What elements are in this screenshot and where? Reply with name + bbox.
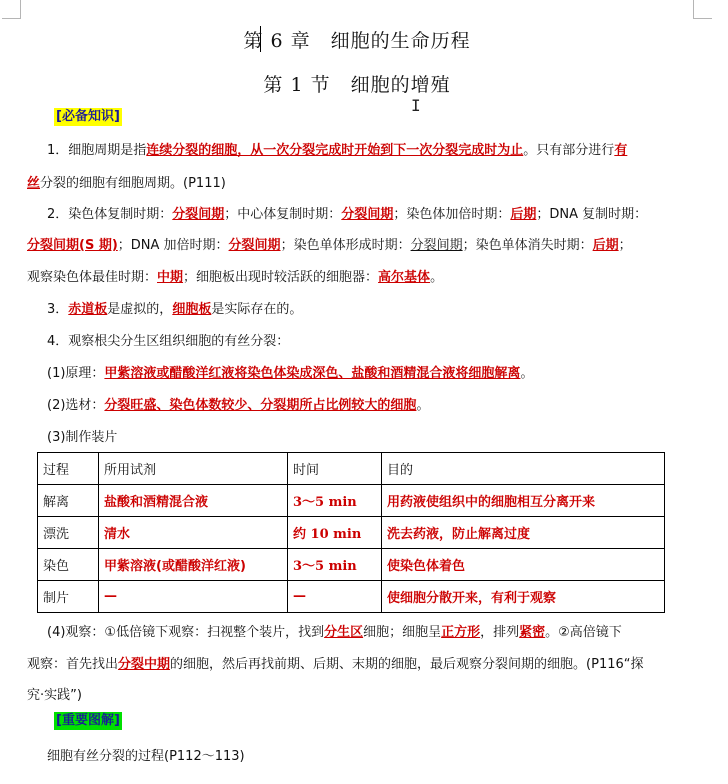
answer-text: 后期 xyxy=(592,238,619,253)
table-row xyxy=(38,549,665,581)
text: 观察：首先找出 xyxy=(27,657,119,672)
text: 。 xyxy=(430,270,444,285)
text: ；中心体复制时期： xyxy=(224,207,342,222)
text: 2．染色体复制时期： xyxy=(47,207,173,222)
table-cell: 约 10 min xyxy=(288,517,382,549)
table-cell: 染色 xyxy=(38,549,99,581)
text: (1)原理： xyxy=(47,366,105,381)
text: ；DNA 加倍时期： xyxy=(117,238,229,253)
text: 。 xyxy=(520,366,534,381)
paragraph-slide xyxy=(27,429,687,447)
table-header-row xyxy=(38,453,665,485)
answer-text: 中期 xyxy=(157,270,184,285)
page-corner-mark-right xyxy=(693,0,712,19)
table-cell: — xyxy=(288,581,382,613)
procedure-table xyxy=(37,452,665,613)
text: 是实际存在的。 xyxy=(211,302,303,317)
paragraph-mitosis-process xyxy=(27,748,687,766)
paragraph-4 xyxy=(27,333,687,351)
answer-text: 分裂间期 xyxy=(410,238,463,253)
answer-text: 分裂间期 xyxy=(228,238,281,253)
text: 分裂的细胞有细胞周期。(P111) xyxy=(40,176,226,191)
text: (3)制作装片 xyxy=(47,430,118,445)
text: 细胞；细胞呈 xyxy=(363,625,442,640)
table-header: 目的 xyxy=(382,453,665,485)
answer-text: 细胞板 xyxy=(172,302,212,317)
text: ； xyxy=(618,238,632,253)
text: 究·实践”) xyxy=(27,688,82,703)
text: 4．观察根尖分生区组织细胞的有丝分裂： xyxy=(47,334,290,349)
paragraph-2-line-1 xyxy=(27,206,687,224)
table-header: 所用试剂 xyxy=(99,453,288,485)
table-cell: — xyxy=(99,581,288,613)
must-know-tag: [必备知识] xyxy=(56,109,120,124)
table-header: 时间 xyxy=(288,453,382,485)
text: 。②高倍镜下 xyxy=(545,625,622,640)
table-cell: 洗去药液，防止解离过度 xyxy=(382,517,665,549)
text: 1．细胞周期是指 xyxy=(47,143,147,158)
page-corner-mark-left xyxy=(2,0,21,19)
answer-text: 高尔基体 xyxy=(378,270,431,285)
text: ；染色体加倍时期： xyxy=(393,207,511,222)
text: ；细胞板出现时较活跃的细胞器： xyxy=(183,270,379,285)
table-cell: 解离 xyxy=(38,485,99,517)
text: 细胞有丝分裂的过程(P112～113) xyxy=(47,749,245,764)
table-cell: 3～5 min xyxy=(288,485,382,517)
chapter-title: 第 6 章 细胞的生命历程 xyxy=(243,30,471,52)
text: 的细胞，然后再找前期、后期、末期的细胞，最后观察分裂间期的细胞。(P116“探 xyxy=(170,657,644,672)
table-row xyxy=(38,517,665,549)
table-cell: 盐酸和酒精混合液 xyxy=(99,485,288,517)
table-cell: 漂洗 xyxy=(38,517,99,549)
text: 是虚拟的， xyxy=(107,302,173,317)
paragraph-observe-line-1 xyxy=(27,624,687,642)
answer-text: 甲紫溶液或醋酸洋红液将染色体染成深色、盐酸和酒精混合液将细胞解离 xyxy=(104,366,521,381)
paragraph-observe-line-2 xyxy=(27,656,687,674)
table-cell: 清水 xyxy=(99,517,288,549)
answer-text: 分裂旺盛、染色体数较少、分裂期所占比例较大的细胞 xyxy=(104,398,417,413)
text: 。 xyxy=(416,398,430,413)
table-header: 过程 xyxy=(38,453,99,485)
paragraph-observe-line-3 xyxy=(27,687,687,705)
text: 3． xyxy=(47,302,69,317)
answer-text: 有 xyxy=(614,143,628,158)
answer-text: 丝 xyxy=(27,176,41,191)
text: ；DNA 复制时期： xyxy=(536,207,648,222)
paragraph-2-line-2 xyxy=(27,237,687,255)
table-row xyxy=(38,581,665,613)
answer-text: 分裂间期 xyxy=(172,207,225,222)
table-cell: 制片 xyxy=(38,581,99,613)
text-cursor-icon: I xyxy=(411,96,421,115)
text: ；染色单体形成时期： xyxy=(280,238,411,253)
table-row xyxy=(38,485,665,517)
paragraph-1-cont xyxy=(27,175,687,193)
key-figure-tag: [重要图解] xyxy=(56,713,120,728)
section-title: 第 1 节 细胞的增殖 xyxy=(263,74,451,96)
paragraph-2-line-3 xyxy=(27,269,687,287)
text: (4)观察：①低倍镜下观察：扫视整个装片，找到 xyxy=(47,625,325,640)
answer-text: 分裂中期 xyxy=(118,657,171,672)
answer-text: 正方形 xyxy=(441,625,481,640)
paragraph-3 xyxy=(27,301,687,319)
answer-text: 后期 xyxy=(510,207,537,222)
paragraph-material xyxy=(27,397,687,415)
answer-text: 分裂间期(S 期) xyxy=(27,238,118,253)
answer-text: 紧密 xyxy=(519,625,546,640)
table-cell: 使染色体着色 xyxy=(382,549,665,581)
answer-text: 分裂间期 xyxy=(341,207,394,222)
table-cell: 使细胞分散开来，有利于观察 xyxy=(382,581,665,613)
paragraph-1 xyxy=(27,142,687,160)
table-cell: 用药液使组织中的细胞相互分离开来 xyxy=(382,485,665,517)
answer-text: 分生区 xyxy=(324,625,364,640)
text: (2)选材： xyxy=(47,398,105,413)
table-cell: 3～5 min xyxy=(288,549,382,581)
answer-text: 赤道板 xyxy=(68,302,108,317)
text: 。只有部分进行 xyxy=(523,143,615,158)
table-cell: 甲紫溶液(或醋酸洋红液) xyxy=(99,549,288,581)
text: ，排列 xyxy=(480,625,520,640)
answer-text: 连续分裂的细胞，从一次分裂完成时开始到下一次分裂完成时为止 xyxy=(146,143,524,158)
paragraph-principle xyxy=(27,365,687,383)
text: ；染色单体消失时期： xyxy=(462,238,593,253)
text: 观察染色体最佳时期： xyxy=(27,270,158,285)
